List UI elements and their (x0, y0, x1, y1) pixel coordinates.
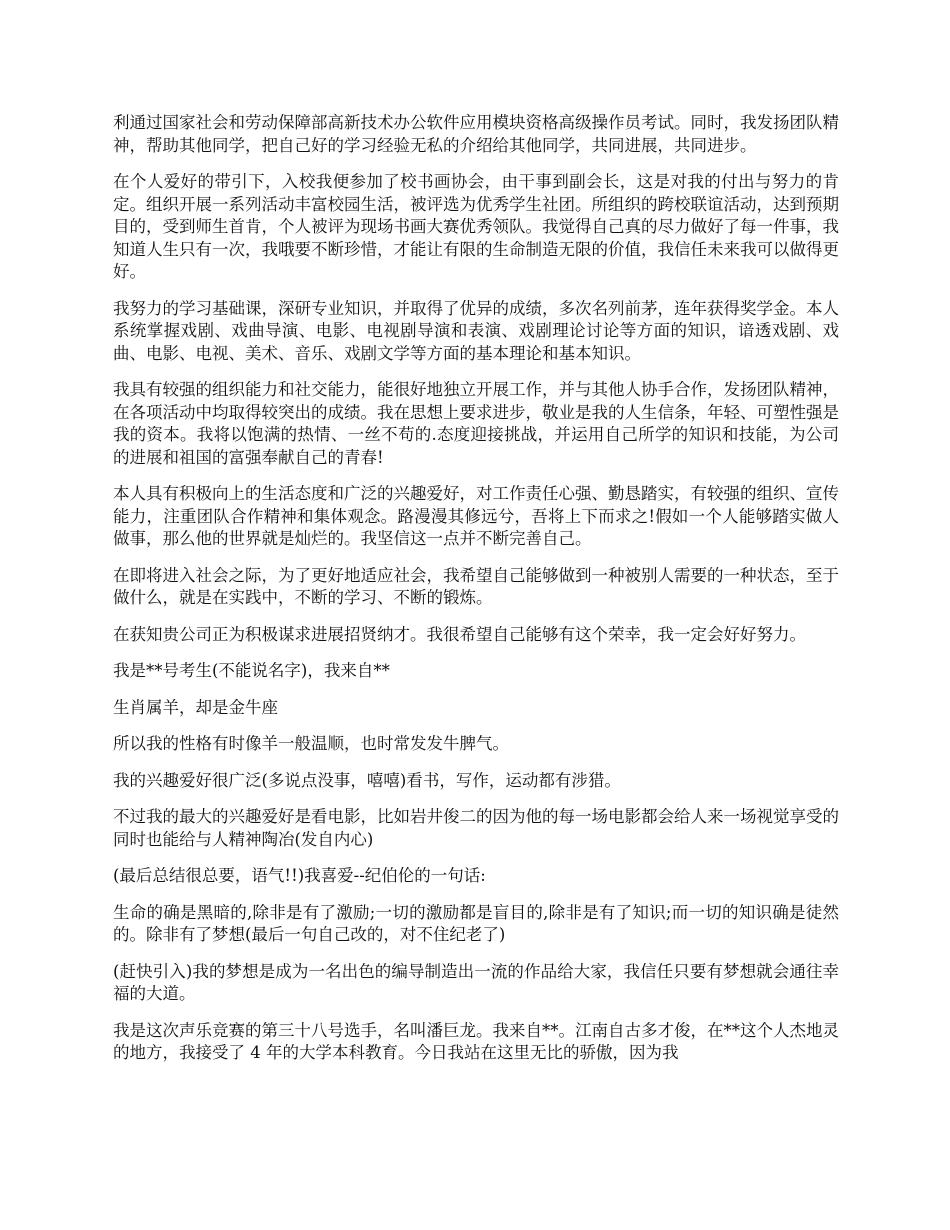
paragraph: 不过我的最大的兴趣爱好是看电影，比如岩井俊二的因为他的每一场电影都会给人来一场视觉享受的同时也能给与人精神陶冶(发自内心) (113, 807, 839, 849)
paragraph: 利通过国家社会和劳动保障部高新技术办公软件应用模块资格高级操作员考试。同时，我发扬团队精神，帮助其他同学，把自己好的学习经验无私的介绍给其他同学，共同进展，共同进步。 (113, 113, 839, 155)
document-body (113, 112, 839, 1079)
paragraph: (赶快引入)我的梦想是成为一名出色的编导制造出一流的作品给大家，我信任只要有梦想就会通往幸福的大道。 (113, 961, 839, 1003)
paragraph: 所以我的性格有时像羊一般温顺，也时常发发牛脾气。 (113, 734, 509, 753)
paragraph: 我具有较强的组织能力和社交能力，能很好地独立开展工作，并与其他人协手合作，发扬团队精神，在各项活动中均取得较突出的成绩。我在思想上要求进步，敬业是我的人生信条，年轻、可塑性强是我的资本。我将以饱满的热情、一丝不苟的.态度迎接挑战，并运用自己所学的知识和技能，为公司的进展和祖国的富强奉献自己的青春! (113, 380, 839, 467)
paragraph: 我是**号考生(不能说名字)，我来自** (113, 661, 390, 680)
paragraph: 在获知贵公司正为积极谋求进展招贤纳才。我很希望自己能够有这个荣幸，我一定会好好努力。 (113, 624, 806, 644)
paragraph: 在个人爱好的带引下，入校我便参加了校书画协会，由干事到副会长，这是对我的付出与努力的肯定。组织开展一系列活动丰富校园生活，被评选为优秀学生社团。所组织的跨校联谊活动，达到预期目的，受到师生首肯，个人被评为现场书画大赛优秀领队。我觉得自己真的尽力做好了每一件事，我知道人生只有一次，我哦要不断珍惜，才能让有限的生命制造无限的价值，我信任未来我可以做得更好。 (113, 172, 839, 281)
paragraph: 我是这次声乐竞赛的第三十八号选手，名叫潘巨龙。我来自**。江南自古多才俊，在**这个人杰地灵的地方，我接受了 4 年的大学本科教育。今日我站在这里无比的骄傲，因为我 (113, 1020, 839, 1062)
paragraph: 我的兴趣爱好很广泛(多说点没事，嘻嘻)看书，写作，运动都有涉猎。 (113, 770, 621, 790)
paragraph: 本人具有积极向上的生活态度和广泛的兴趣爱好，对工作责任心强、勤恳踏实，有较强的组织、宣传能力，注重团队合作精神和集体观念。路漫漫其修远兮，吾将上下而求之!假如一个人能够踏实做人做事，那么他的世界就是灿烂的。我坚信这一点并不断完善自己。 (113, 484, 839, 548)
paragraph: 在即将进入社会之际，为了更好地适应社会，我希望自己能够做到一种被别人需要的一种状态，至于做什么，就是在实践中，不断的学习、不断的锻炼。 (113, 565, 839, 607)
paragraph: 生命的确是黑暗的,除非是有了激励;一切的激励都是盲目的,除非是有了知识;而一切的知识确是徒然的。除非有了梦想(最后一句自己改的，对不住纪老了) (113, 902, 839, 944)
paragraph: 生肖属羊，却是金牛座 (113, 697, 278, 717)
paragraph: (最后总结很总要，语气!!)我喜爱--纪伯伦的一句话: (113, 866, 486, 885)
paragraph: 我努力的学习基础课，深研专业知识，并取得了优异的成绩，多次名列前茅，连年获得奖学金。本人系统掌握戏剧、戏曲导演、电影、电视剧导演和表演、戏剧理论讨论等方面的知识，谙透戏剧、戏曲、电影、电视、美术、音乐、戏剧文学等方面的基本理论和基本知识。 (113, 298, 839, 363)
